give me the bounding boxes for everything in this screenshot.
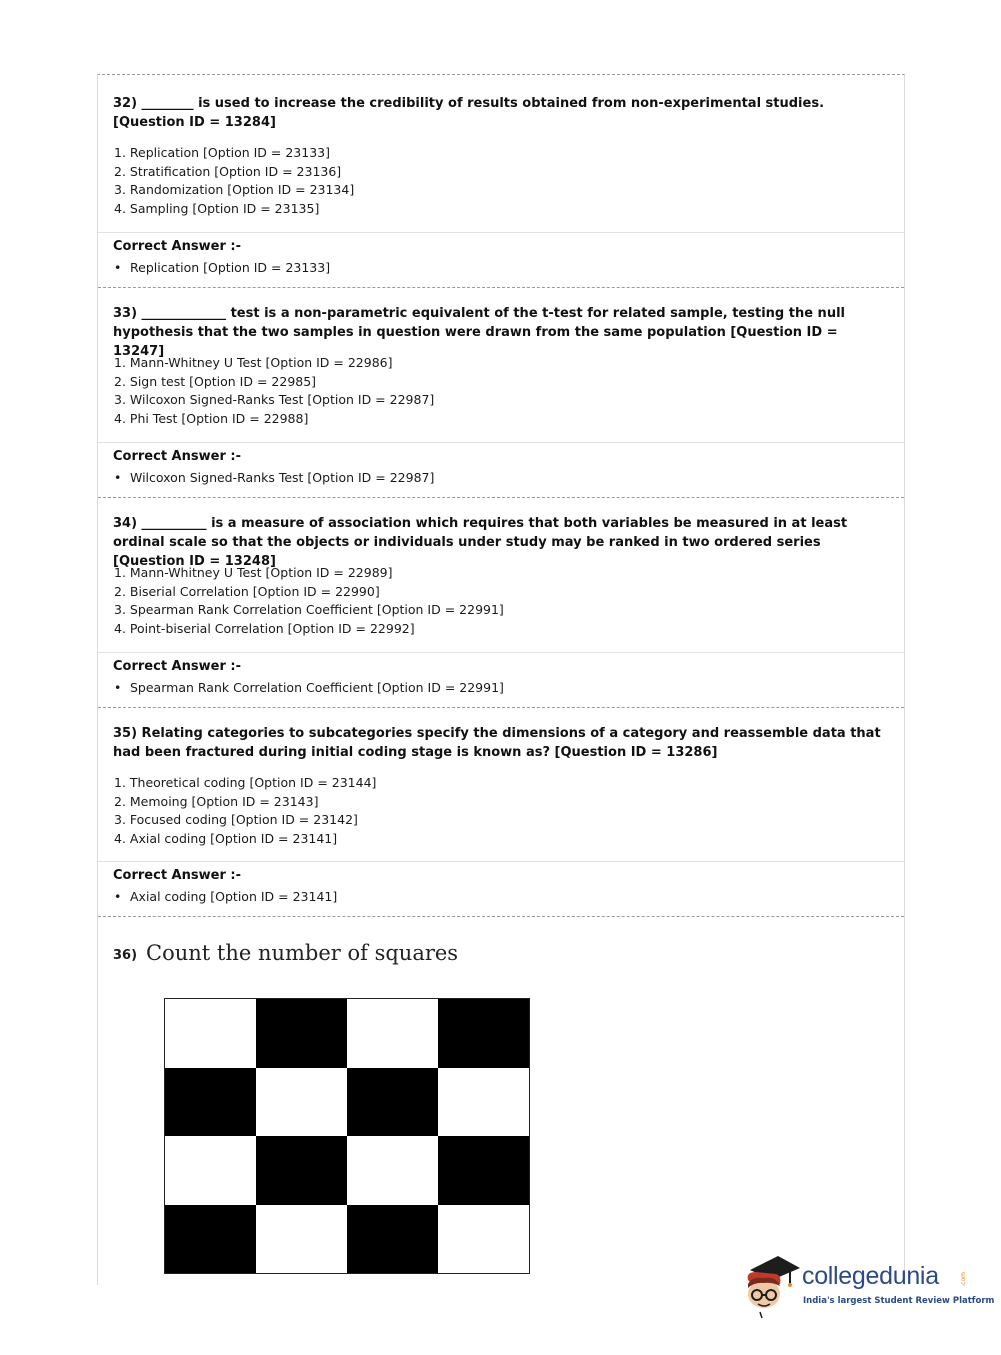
options-list <box>114 144 354 218</box>
option-item: 1. Theoretical coding [Option ID = 23144] <box>114 775 377 790</box>
option-item: 3. Wilcoxon Signed-Ranks Test [Option ID = 22987] <box>114 392 435 408</box>
grid-square <box>256 1068 347 1137</box>
question-separator <box>98 707 904 708</box>
correct-answer-label: Correct Answer :- <box>113 659 241 674</box>
correct-answer-value: • Axial coding [Option ID = 23141] <box>114 889 338 904</box>
question-paper-frame <box>97 74 905 1285</box>
question-separator <box>98 916 904 917</box>
grid-square <box>438 1068 529 1137</box>
correct-answer-value: • Spearman Rank Correlation Coefficient [Option ID = 22991] <box>114 680 504 695</box>
option-item: 2. Stratification [Option ID = 23136] <box>114 163 342 179</box>
correct-answer-text: Spearman Rank Correlation Coefficient [Option ID = 22991] <box>130 680 504 695</box>
correct-answer-value: • Replication [Option ID = 23133] <box>114 260 331 275</box>
question-separator <box>98 497 904 498</box>
correct-answer-value: • Wilcoxon Signed-Ranks Test [Option ID = 22987] <box>114 470 435 485</box>
logo-suffix: .com <box>960 1272 967 1287</box>
correct-answer-text: Wilcoxon Signed-Ranks Test [Option ID = 22987] <box>130 470 435 485</box>
checkerboard-figure <box>164 998 530 1274</box>
question-text: 35) Relating categories to subcategories specify the dimensions of a category and reassemble data that had been fractured during initial coding stage is known as? [Question ID = 13286] <box>113 726 881 760</box>
grid-square <box>256 1205 347 1274</box>
option-item: 3. Spearman Rank Correlation Coefficient [Option ID = 22991] <box>114 602 504 618</box>
mascot-icon <box>742 1250 804 1320</box>
grid-square <box>438 999 529 1068</box>
grid-square <box>438 1136 529 1205</box>
question-36-number: 36) <box>113 948 138 963</box>
grid-square <box>347 1136 438 1205</box>
grid-square <box>347 999 438 1068</box>
option-item: 4. Axial coding [Option ID = 23141] <box>114 830 338 846</box>
collegedunia-logo <box>742 1250 995 1320</box>
divider <box>98 442 904 443</box>
grid-square <box>438 1205 529 1274</box>
grid-square <box>256 1136 347 1205</box>
option-item: 4. Point-biserial Correlation [Option ID = 22992] <box>114 620 415 636</box>
option-item: 1. Mann-Whitney U Test [Option ID = 22989] <box>114 565 393 580</box>
question-text: 34) __________ is a measure of association which requires that both variables be measured in at least ordinal scale so that the objects or individuals under study may be ranked in two ordered series [Question ID = 13248] <box>113 516 848 569</box>
option-item: 3. Randomization [Option ID = 23134] <box>114 182 355 198</box>
option-item: 4. Phi Test [Option ID = 22988] <box>114 410 309 426</box>
divider <box>98 232 904 233</box>
correct-answer-label: Correct Answer :- <box>113 449 241 464</box>
option-item: 2. Memoing [Option ID = 23143] <box>114 793 319 809</box>
grid-square <box>165 1068 256 1137</box>
option-item: 2. Biserial Correlation [Option ID = 22990] <box>114 583 380 599</box>
grid-square <box>165 1136 256 1205</box>
options-list <box>114 354 434 428</box>
option-item: 1. Replication [Option ID = 23133] <box>114 145 330 160</box>
option-item: 2. Sign test [Option ID = 22985] <box>114 373 317 389</box>
option-item: 4. Sampling [Option ID = 23135] <box>114 200 320 216</box>
option-item: 3. Focused coding [Option ID = 23142] <box>114 812 358 828</box>
divider <box>98 652 904 653</box>
question-36-text: Count the number of squares <box>146 941 459 965</box>
correct-answer-label: Correct Answer :- <box>113 239 241 254</box>
correct-answer-label: Correct Answer :- <box>113 868 241 883</box>
options-list <box>114 564 504 638</box>
correct-answer-text: Axial coding [Option ID = 23141] <box>130 889 338 904</box>
options-list <box>114 774 376 848</box>
logo-wordmark: collegedunia <box>802 1262 939 1290</box>
divider <box>98 861 904 862</box>
grid-square <box>347 1205 438 1274</box>
question-text: 32) ________ is used to increase the credibility of results obtained from non-experimental studies. [Question ID = 13284] <box>113 96 825 130</box>
option-item: 1. Mann-Whitney U Test [Option ID = 22986] <box>114 355 393 370</box>
grid-square <box>347 1068 438 1137</box>
question-text: 33) _____________ test is a non-parametric equivalent of the t-test for related sample, testing the null hypothesis that the two samples in question were drawn from the same population [Question ID = 13247] <box>113 306 845 359</box>
grid-square <box>256 999 347 1068</box>
question-separator <box>98 287 904 288</box>
logo-tagline: India's largest Student Review Platform <box>803 1296 995 1306</box>
grid-square <box>165 999 256 1068</box>
correct-answer-text: Replication [Option ID = 23133] <box>130 260 331 275</box>
grid-square <box>165 1205 256 1274</box>
